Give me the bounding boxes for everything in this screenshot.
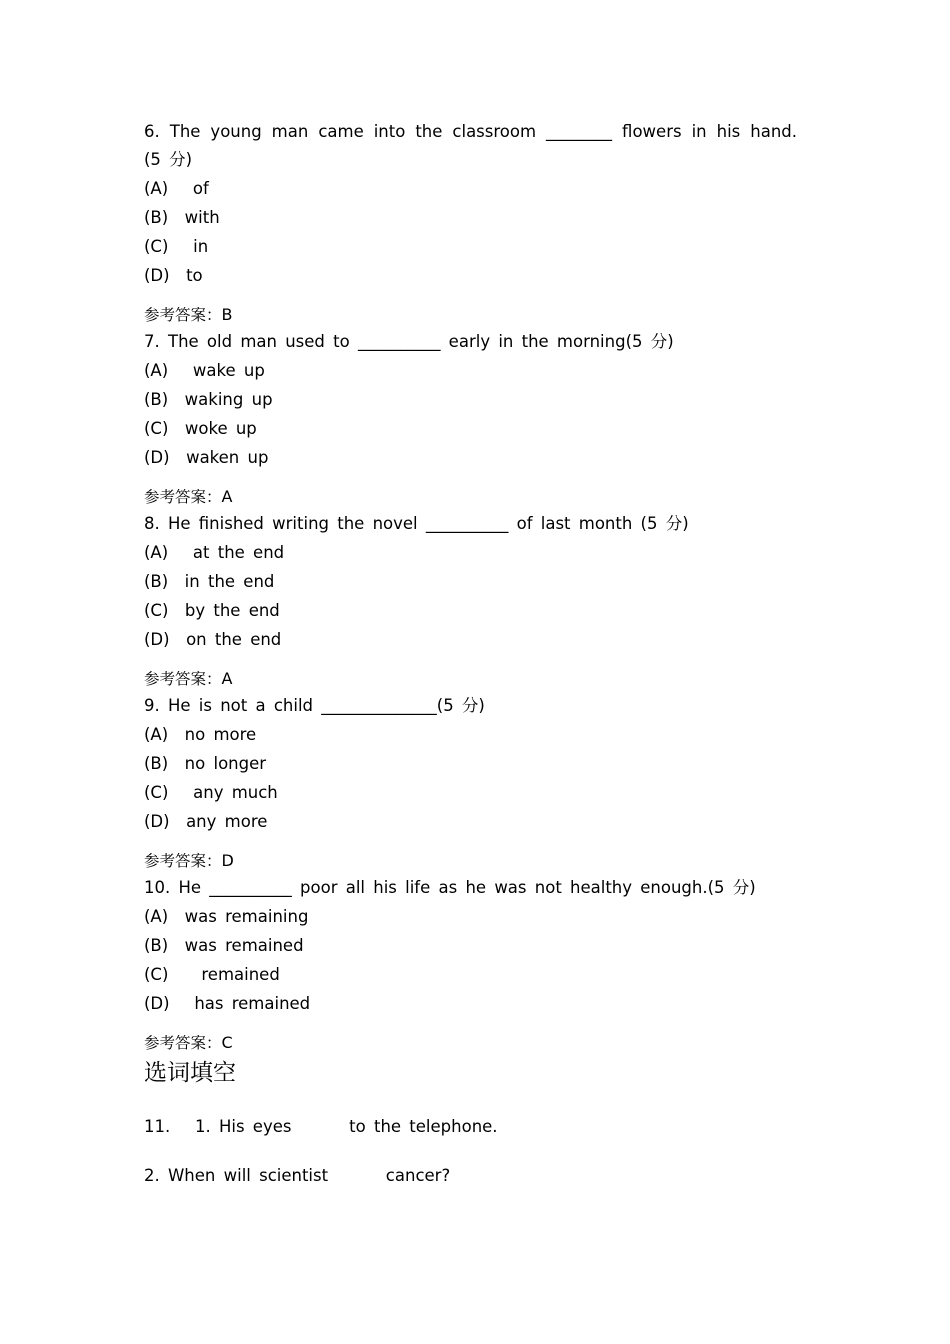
question-8-option-d: (D) on the end [144,630,282,649]
question-7-option-d: (D) waken up [144,448,269,467]
question-7-option-c: (C) woke up [144,419,257,438]
question-8-option-b: (B) in the end [144,572,275,591]
question-6-option-a: (A) of [144,179,209,198]
question-8-stem: 8. He finished writing the novel __________ of last month (5 分) [144,514,689,533]
answer-value: A [221,669,233,688]
answer-label: 参考答案： [144,1034,222,1052]
question-7-option-a: (A) wake up [144,361,265,380]
section-title: 选词填空 [144,1060,236,1086]
question-7-option-b: (B) waking up [144,390,273,409]
question-6-stem: 6. The young man came into the classroom ________ flowers in his hand. [144,122,797,141]
answer-label: 参考答案： [144,306,222,324]
question-9-option-a: (A) no more [144,725,257,744]
question-8-option-a: (A) at the end [144,543,285,562]
question-10-option-a: (A) was remaining [144,907,309,926]
question-6-stem-continued: (5 分) [144,150,193,169]
question-10-answer [144,1032,233,1054]
answer-value: A [221,487,233,506]
question-7-answer [144,486,232,508]
question-6-option-d: (D) to [144,266,203,285]
question-10-option-d: (D) has remained [144,994,311,1013]
answer-value: D [221,851,234,870]
answer-label: 参考答案： [144,670,222,688]
question-6-answer [144,304,233,326]
question-9-stem: 9. He is not a child ______________(5 分) [144,696,485,715]
question-9-option-d: (D) any more [144,812,268,831]
answer-value: C [221,1033,233,1052]
question-6-option-b: (B) with [144,208,220,227]
answer-value: B [221,305,233,324]
question-8-answer [144,668,232,690]
question-7-stem: 7. The old man used to __________ early in the morning(5 分) [144,332,674,351]
question-8-option-c: (C) by the end [144,601,280,620]
question-6-option-c: (C) in [144,237,209,256]
question-9-answer [144,850,234,872]
question-10-stem: 10. He __________ poor all his life as he was not healthy enough.(5 分) [144,878,756,897]
answer-label: 参考答案： [144,852,222,870]
question-10-option-c: (C) remained [144,965,280,984]
question-10-option-b: (B) was remained [144,936,304,955]
answer-label: 参考答案： [144,488,222,506]
question-11-line-1: 11. 1. His eyes to the telephone. [144,1117,498,1136]
question-9-option-b: (B) no longer [144,754,267,773]
question-11-line-2: 2. When will scientist cancer? [144,1166,451,1185]
question-9-option-c: (C) any much [144,783,278,802]
